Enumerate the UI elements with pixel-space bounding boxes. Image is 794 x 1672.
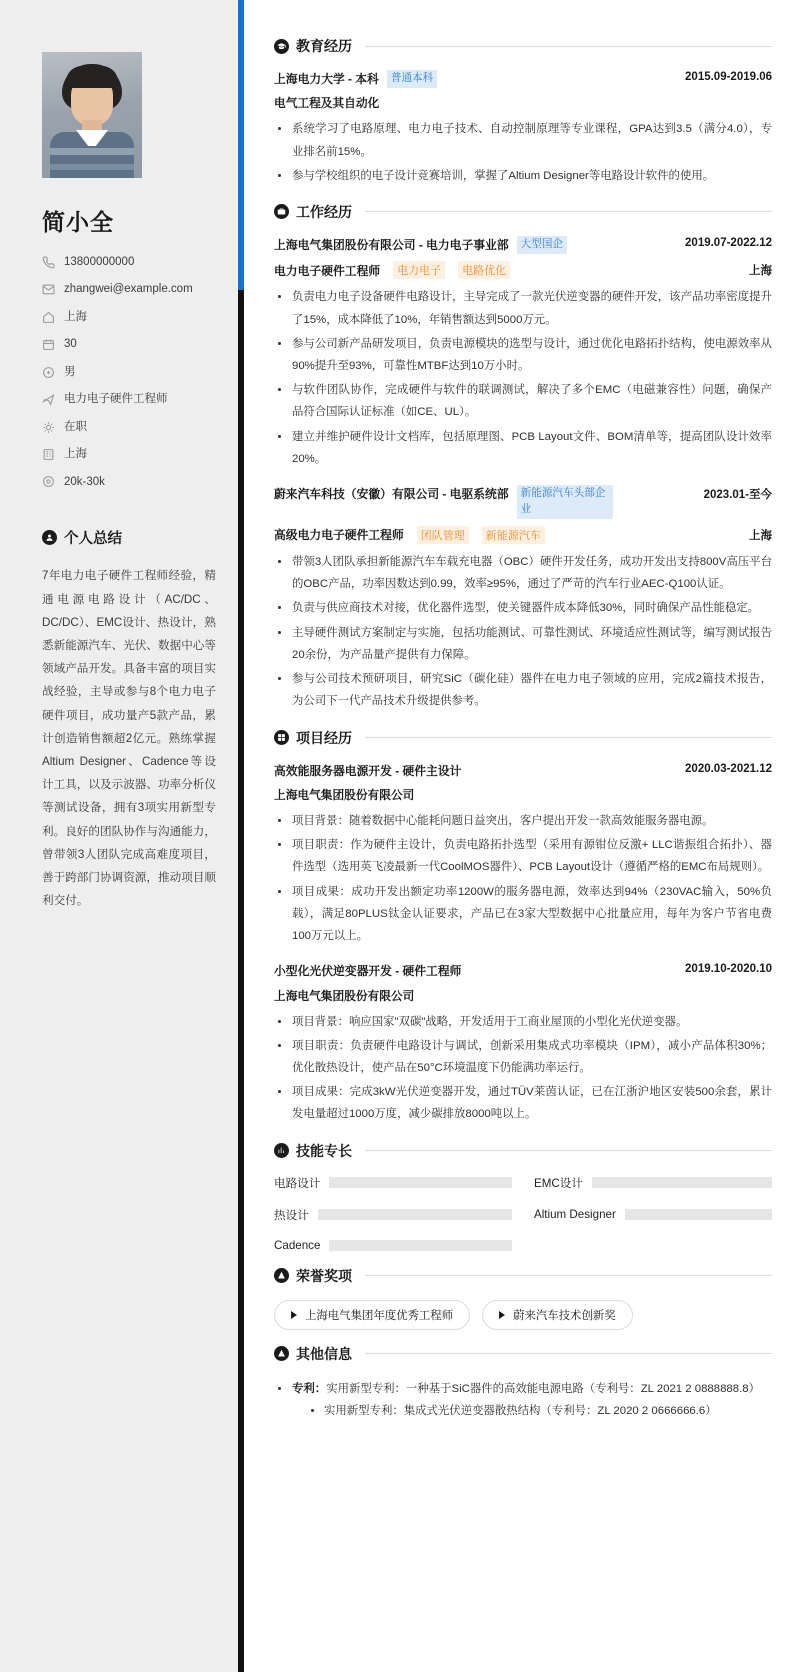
list-item: 项目职责：作为硬件主设计，负责电路拓扑选型（采用有源钳位反激+ LLC谐振组合拓扑）、器件选型（选用英飞凌最新一代CoolMOS器件）、PCB Layout设计（遵循严格的EMC布局规则）。 bbox=[274, 834, 772, 878]
projects-heading bbox=[274, 728, 772, 748]
work-entry bbox=[274, 236, 772, 470]
work-title-row bbox=[274, 261, 772, 279]
main-content bbox=[244, 0, 794, 1672]
briefcase-icon bbox=[274, 204, 289, 219]
list-item: 参与学校组织的电子设计竞赛培训，掌握了Altium Designer等电路设计软件的使用。 bbox=[274, 165, 772, 187]
contact-value: 上海 bbox=[64, 448, 87, 461]
skills-title: 技能专长 bbox=[296, 1142, 352, 1159]
award-label: 蔚来汽车技术创新奖 bbox=[513, 1309, 616, 1322]
list-item: 带领3人团队承担新能源汽车车载充电器（OBC）硬件开发任务，成功开发出支持800V高压平台的OBC产品，功率因数达到0.99，效率≥95%，通过了严苛的汽车行业AEC-Q100认证。 bbox=[274, 551, 772, 595]
list-item: 项目成果：完成3kW光伏逆变器开发，通过TÜV莱茵认证，已在江浙沪地区安装500余套，累计发电量超过1000万度，减少碳排放8000吨以上。 bbox=[274, 1081, 772, 1125]
award-icon bbox=[274, 1346, 289, 1361]
list-item: 负责与供应商技术对接，优化器件选型，使关键器件成本降低30%，同时确保产品性能稳定。 bbox=[274, 597, 772, 619]
work-bullets bbox=[274, 551, 772, 713]
award-icon bbox=[274, 1268, 289, 1283]
other-sub-list bbox=[292, 1400, 772, 1422]
skill-tag: 团队管理 bbox=[417, 526, 469, 544]
contact-value: 20k-30k bbox=[64, 475, 105, 488]
section-projects bbox=[274, 728, 772, 1126]
project-bullets bbox=[274, 1011, 772, 1126]
section-work bbox=[274, 202, 772, 713]
skill-label: Cadence bbox=[274, 1238, 321, 1252]
contact-value: 电力电子硬件工程师 bbox=[64, 393, 168, 406]
skill-label: 电路设计 bbox=[274, 1176, 321, 1190]
work-title: 工作经历 bbox=[296, 203, 352, 220]
heading-rule bbox=[365, 211, 772, 212]
list-item: 项目成果：成功开发出额定功率1200W的服务器电源，效率达到94%（230VAC输入，50%负载），满足80PLUS钛金认证要求，产品已在3家大型数据中心批量应用，每年为客户节省电费100万元以上。 bbox=[274, 881, 772, 948]
work-heading bbox=[274, 202, 772, 222]
work-location: 上海 bbox=[749, 529, 772, 542]
contact-value: 在职 bbox=[64, 420, 87, 433]
skill-tag: 电力电子 bbox=[393, 261, 445, 279]
work-date: 2023.01-至今 bbox=[703, 489, 772, 502]
list-item: 项目背景：响应国家"双碳"战略，开发适用于工商业屋顶的小型化光伏逆变器。 bbox=[274, 1011, 772, 1033]
skills-grid bbox=[274, 1175, 772, 1252]
project-entry bbox=[274, 762, 772, 948]
phone-icon bbox=[42, 256, 55, 269]
job-title: 电力电子硬件工程师 bbox=[274, 263, 381, 278]
company-name: 上海电气集团股份有限公司 - 电力电子事业部 bbox=[274, 237, 509, 252]
status-icon bbox=[42, 421, 55, 434]
project-company: 上海电气集团股份有限公司 bbox=[274, 989, 415, 1003]
award-chip[interactable] bbox=[274, 1300, 470, 1330]
salary-icon bbox=[42, 475, 55, 488]
heading-rule bbox=[365, 1275, 772, 1276]
school-name: 上海电力大学 - 本科 bbox=[274, 72, 379, 86]
gender-icon bbox=[42, 366, 55, 379]
company-tag: 新能源汽车头部企业 bbox=[517, 485, 613, 519]
profile-photo bbox=[42, 52, 142, 178]
section-awards bbox=[274, 1266, 772, 1330]
contact-value: 上海 bbox=[64, 310, 87, 323]
other-title: 其他信息 bbox=[296, 1345, 352, 1362]
summary-text: 7年电力电子硬件工程师经验，精通电源电路设计（AC/DC、DC/DC）、EMC设计、热设计，熟悉新能源汽车、光伏、数据中心等领域产品开发。具备丰富的项目实战经验，主导或参与8个电力电子硬件项目，成功量产5款产品，累计创造销售额超2亿元。熟练掌握Altium Designer、Cadence等设计工具，以及示波器、功率分析仪等测试设备，拥有3项实用新型专利。良好的团队协作与沟通能力，曾带领3人团队完成高难度项目，善于跨部门协调资源，推动项目顺利交付。 bbox=[42, 569, 216, 908]
summary-heading bbox=[42, 527, 216, 548]
contact-item-gender bbox=[42, 365, 216, 380]
contact-item-age bbox=[42, 337, 216, 352]
heading-rule bbox=[365, 46, 772, 47]
project-entry-row bbox=[274, 762, 772, 780]
page-title: 简小全 bbox=[42, 209, 114, 235]
skill-item bbox=[534, 1175, 772, 1191]
award-label: 上海电气集团年度优秀工程师 bbox=[305, 1309, 454, 1322]
project-date: 2019.10-2020.10 bbox=[685, 963, 772, 976]
contact-item-salary bbox=[42, 475, 216, 490]
list-item: 系统学习了电路原理、电力电子技术、自动控制原理等专业课程，GPA达到3.5（满分4.0），专业排名前15%。 bbox=[274, 118, 772, 162]
project-entry-row bbox=[274, 962, 772, 980]
other-label: 专利： bbox=[292, 1382, 327, 1395]
project-company: 上海电气集团股份有限公司 bbox=[274, 788, 415, 802]
list-item: 参与公司技术预研项目，研究SiC（碳化硅）器件在电力电子领域的应用，完成2篇技术报告，为公司下一代产品技术升级提供参考。 bbox=[274, 668, 772, 712]
skill-track bbox=[592, 1177, 772, 1188]
heading-rule bbox=[365, 737, 772, 738]
work-title-row bbox=[274, 526, 772, 544]
major-name: 电气工程及其自动化 bbox=[274, 97, 380, 111]
job-icon bbox=[42, 393, 55, 406]
work-entry bbox=[274, 485, 772, 712]
section-other bbox=[274, 1344, 772, 1422]
skill-label: Altium Designer bbox=[534, 1208, 616, 1222]
work-entry-row bbox=[274, 236, 772, 254]
list-item: 主导硬件测试方案制定与实施，包括功能测试、可靠性测试、环境适应性测试等，编写测试报告20余份，为产品量产提供有力保障。 bbox=[274, 622, 772, 666]
project-entry bbox=[274, 962, 772, 1125]
list-item: 项目背景：随着数据中心能耗问题日益突出，客户提出开发一款高效能服务器电源。 bbox=[274, 810, 772, 832]
contact-item-city bbox=[42, 447, 216, 462]
work-entry-row bbox=[274, 485, 772, 519]
skill-item bbox=[534, 1207, 772, 1223]
list-item: 建立并维护硬件设计文档库，包括原理图、PCB Layout文件、BOM清单等，提高团队设计效率20%。 bbox=[274, 426, 772, 470]
company-name: 蔚来汽车科技（安徽）有限公司 - 电驱系统部 bbox=[274, 487, 509, 502]
skill-track bbox=[329, 1177, 512, 1188]
skill-item bbox=[274, 1207, 512, 1223]
work-location: 上海 bbox=[749, 265, 772, 278]
home-icon bbox=[42, 311, 55, 324]
award-chip[interactable] bbox=[482, 1300, 633, 1330]
list-item: 项目职责：负责硬件电路设计与调试，创新采用集成式功率模块（IPM），减小产品体积30%；优化散热设计，使产品在50°C环境温度下仍能满功率运行。 bbox=[274, 1035, 772, 1079]
skill-label: EMC设计 bbox=[534, 1176, 583, 1190]
skill-track bbox=[318, 1209, 512, 1220]
project-name: 高效能服务器电源开发 - 硬件主设计 bbox=[274, 763, 462, 778]
contact-item-job bbox=[42, 392, 216, 407]
sidebar bbox=[0, 0, 238, 1672]
contact-list bbox=[42, 255, 216, 489]
other-list bbox=[274, 1378, 772, 1422]
accent-divider bbox=[238, 0, 244, 1672]
job-title: 高级电力电子硬件工程师 bbox=[274, 528, 404, 543]
project-bullets bbox=[274, 810, 772, 947]
education-date: 2015.09-2019.06 bbox=[685, 71, 772, 83]
skill-tag: 新能源汽车 bbox=[482, 526, 545, 544]
chart-icon bbox=[274, 1143, 289, 1158]
work-date: 2019.07-2022.12 bbox=[685, 236, 772, 249]
skills-heading bbox=[274, 1141, 772, 1161]
section-education bbox=[274, 36, 772, 187]
company-tag: 大型国企 bbox=[517, 236, 567, 254]
awards-heading bbox=[274, 1266, 772, 1286]
list-item: 实用新型专利：集成式光伏逆变器散热结构（专利号：ZL 2020 2 0666666.6） bbox=[308, 1400, 772, 1422]
heading-rule bbox=[365, 1353, 772, 1354]
project-date: 2020.03-2021.12 bbox=[685, 762, 772, 775]
contact-value: zhangwei@example.com bbox=[64, 283, 193, 296]
projects-title: 项目经历 bbox=[296, 729, 352, 746]
contact-value: 30 bbox=[64, 338, 77, 351]
other-text: 实用新型专利：一种基于SiC器件的高效能电源电路（专利号：ZL 2021 2 0888888.8） bbox=[326, 1382, 760, 1395]
education-bullets bbox=[274, 118, 772, 187]
skill-tag: 电路优化 bbox=[458, 261, 510, 279]
play-triangle-icon bbox=[291, 1311, 297, 1319]
grid-icon bbox=[274, 730, 289, 745]
education-entry bbox=[274, 70, 772, 187]
contact-item-email bbox=[42, 282, 216, 297]
skill-label: 热设计 bbox=[274, 1208, 309, 1222]
awards-list bbox=[274, 1300, 772, 1330]
project-name: 小型化光伏逆变器开发 - 硬件工程师 bbox=[274, 964, 462, 979]
education-entry-row bbox=[274, 70, 772, 88]
other-heading bbox=[274, 1344, 772, 1364]
list-item: 参与公司新产品研发项目，负责电源模块的选型与设计，通过优化电路拓扑结构，使电源效率从90%提升至93%，可靠性MTBF达到10万小时。 bbox=[274, 333, 772, 377]
play-triangle-icon bbox=[499, 1311, 505, 1319]
heading-rule bbox=[365, 1150, 772, 1151]
skill-track bbox=[625, 1209, 772, 1220]
skill-item bbox=[274, 1175, 512, 1191]
person-circle-icon bbox=[42, 530, 57, 545]
calendar-icon bbox=[42, 338, 55, 351]
contact-item-home bbox=[42, 310, 216, 325]
graduation-icon bbox=[274, 39, 289, 54]
list-item bbox=[274, 1378, 772, 1422]
summary-title: 个人总结 bbox=[64, 531, 122, 548]
list-item: 负责电力电子设备硬件电路设计，主导完成了一款光伏逆变器的硬件开发，该产品功率密度提升了15%，成本降低了10%，年销售额达到5000万元。 bbox=[274, 286, 772, 330]
skill-track bbox=[329, 1240, 512, 1251]
skill-item bbox=[274, 1239, 512, 1252]
list-item: 与软件团队协作，完成硬件与软件的联调测试，解决了多个EMC（电磁兼容性）问题，确保产品符合国际认证标准（如CE、UL）。 bbox=[274, 379, 772, 423]
city-icon bbox=[42, 448, 55, 461]
contact-item-phone bbox=[42, 255, 216, 270]
section-skills bbox=[274, 1141, 772, 1252]
contact-value: 13800000000 bbox=[64, 256, 135, 268]
contact-item-status bbox=[42, 420, 216, 435]
awards-title: 荣誉奖项 bbox=[296, 1267, 352, 1284]
mail-icon bbox=[42, 283, 55, 296]
education-title: 教育经历 bbox=[296, 38, 352, 54]
education-tag: 普通本科 bbox=[387, 70, 437, 88]
work-bullets bbox=[274, 286, 772, 470]
contact-value: 男 bbox=[64, 365, 76, 378]
education-heading bbox=[274, 36, 772, 56]
